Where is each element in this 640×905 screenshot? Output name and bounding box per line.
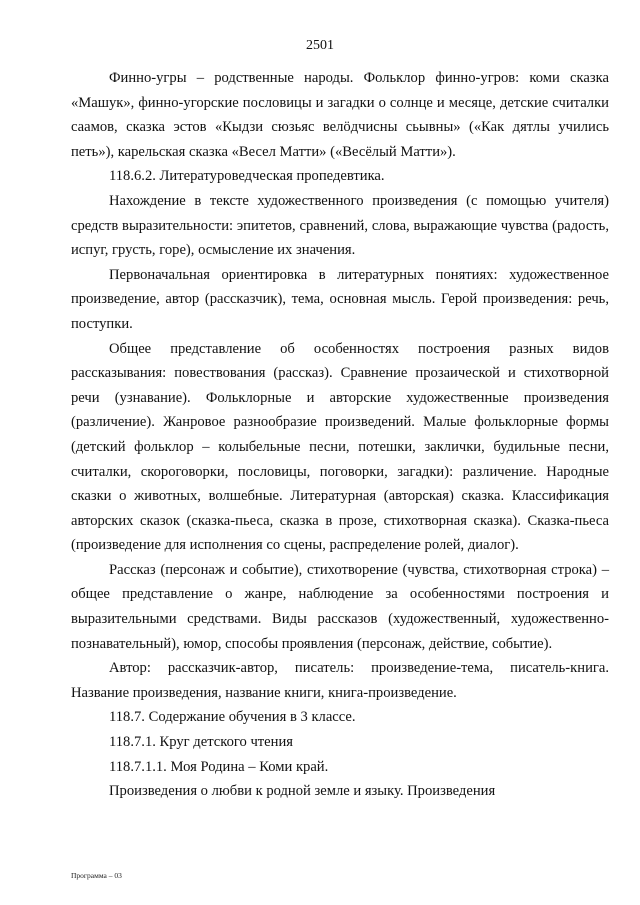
paragraph-literary-concepts: Первоначальная ориентировка в литературных понятиях: художественное произведение, автор (рассказчик), тема, основная мысль. Герой произведения: речь, поступки.: [71, 266, 609, 332]
paragraph-author: Автор: рассказчик-автор, писатель: произведение-тема, писатель-книга. Название произведения, название книги, книга-произведение.: [71, 660, 609, 701]
heading-118-7: 118.7. Содержание обучения в 3 классе.: [109, 709, 356, 726]
paragraph-love-of-homeland: Произведения о любви к родной земле и языку. Произведения: [109, 783, 496, 800]
paragraph-expressive-means: Нахождение в тексте художественного произведения (с помощью учителя) средств выразительности: эпитетов, сравнений, слова, выражающие чувства (радость, испуг, грусть, горе), осмысление их значения.: [71, 192, 609, 259]
body-text: [71, 66, 609, 804]
paragraph-narration-types: Общее представление об особенностях построения разных видов рассказывания: повествования (рассказ). Сравнение прозаической и стихотворной речи (узнавание). Фольклорные и авторские художественные произведения (различение). Жанровое разнообразие произведений. Малые фольклорные формы (детский фольклор – колыбельные песни, потешки, заклички, будильные песни, считалки, скороговорки, пословицы, поговорки, загадки): различение. Народные сказки о животных, волшебные. Литературная (авторская) сказка. Классификация авторских сказок (сказка-пьеса, сказка в прозе, стихотворная сказка). Сказка-пьеса (произведение для исполнения со сцены, распределение ролей, диалог).: [71, 340, 609, 554]
heading-118-6-2: 118.6.2. Литературоведческая пропедевтика.: [109, 168, 385, 185]
paragraph-finno-ugric-folklore: Финно-угры – родственные народы. Фольклор финно-угров: коми сказка «Машук», финно-угорские пословицы и загадки о солнце и месяце, детские считалки саамов, сказка эстов «Кыдзи сюзьяс велӧдчисны сьывны» («Как дятлы учились петь»), карельская сказка «Весел Матти» («Весёлый Матти»).: [71, 70, 609, 160]
footer-label: Программа – 03: [71, 871, 122, 880]
heading-118-7-1-1: 118.7.1.1. Моя Родина – Коми край.: [109, 758, 329, 775]
heading-118-7-1: 118.7.1. Круг детского чтения: [109, 734, 293, 751]
paragraph-story-and-poem: Рассказ (персонаж и событие), стихотворение (чувства, стихотворная строка) – общее представление о жанре, наблюдение за особенностями построения и выразительными средствами. Виды рассказов (художественный, художественно-познавательный), юмор, способы проявления (персонаж, действие, событие).: [71, 561, 609, 652]
page-number: 2501: [306, 38, 334, 53]
